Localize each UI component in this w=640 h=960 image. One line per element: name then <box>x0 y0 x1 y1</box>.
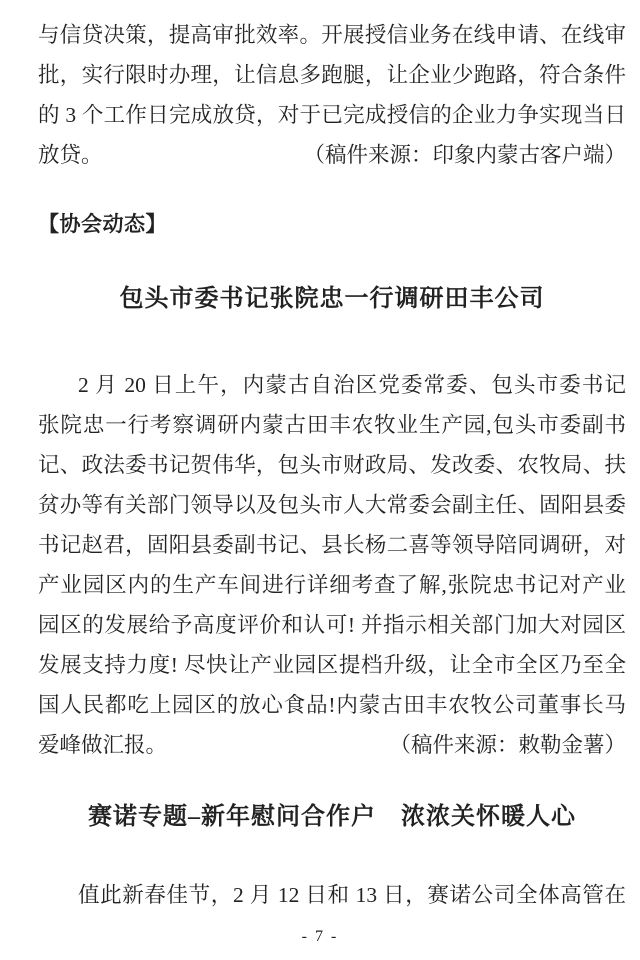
body-text-line: 值此新春佳节，2 月 12 日和 13 日，赛诺公司全体高管在 <box>78 883 626 907</box>
source-attribution: （稿件来源：印象内蒙古客户端） <box>303 143 626 167</box>
article2-title: 赛诺专题–新年慰问合作户 浓浓关怀暖人心 <box>88 804 576 830</box>
paragraph-end-text: 放贷。 <box>38 143 103 167</box>
section-heading-association-news: 【协会动态】 <box>38 213 167 236</box>
body-text-line: 记、政法委书记贺伟华，包头市财政局、发改委、农牧局、扶 <box>38 453 626 477</box>
body-text-line-with-source <box>38 135 626 175</box>
page-number: - 7 - <box>301 928 339 945</box>
body-text-line: 的 3 个工作日完成放贷，对于已完成授信的企业力争实现当日 <box>38 103 626 127</box>
paragraph-article2 <box>38 875 626 915</box>
body-text-line: 产业园区内的生产车间进行详细考查了解,张院忠书记对产业 <box>38 573 626 597</box>
body-text-line: 国人民都吃上园区的放心食品!内蒙古田丰农牧公司董事长马 <box>38 693 626 717</box>
body-text-line: 贫办等有关部门领导以及包头市人大常委会副主任、固阳县委 <box>38 493 626 517</box>
article1-title: 包头市委书记张院忠一行调研田丰公司 <box>119 286 545 312</box>
paragraph-credit-policy <box>38 15 626 175</box>
body-text-line: 批，实行限时办理，让信息多跑腿，让企业少跑路，符合条件 <box>38 63 626 87</box>
body-text-line-with-source <box>38 725 626 765</box>
body-text-line: 书记赵君，固阳县委副书记、县长杨二喜等领导陪同调研，对 <box>38 533 626 557</box>
body-text-line: 与信贷决策，提高审批效率。开展授信业务在线申请、在线审 <box>38 23 626 47</box>
body-text-line: 园区的发展给予高度评价和认可! 并指示相关部门加大对园区 <box>38 613 626 637</box>
body-text-line: 2 月 20 日上午，内蒙古自治区党委常委、包头市委书记 <box>78 373 626 397</box>
paragraph-end-text: 爱峰做汇报。 <box>38 733 168 757</box>
body-text-line: 发展支持力度! 尽快让产业园区提档升级，让全市全区乃至全 <box>38 653 626 677</box>
paragraph-article1 <box>38 365 626 765</box>
body-text-line: 张院忠一行考察调研内蒙古田丰农牧业生产园,包头市委副书 <box>38 413 626 437</box>
source-attribution: （稿件来源：敕勒金薯） <box>389 733 626 757</box>
